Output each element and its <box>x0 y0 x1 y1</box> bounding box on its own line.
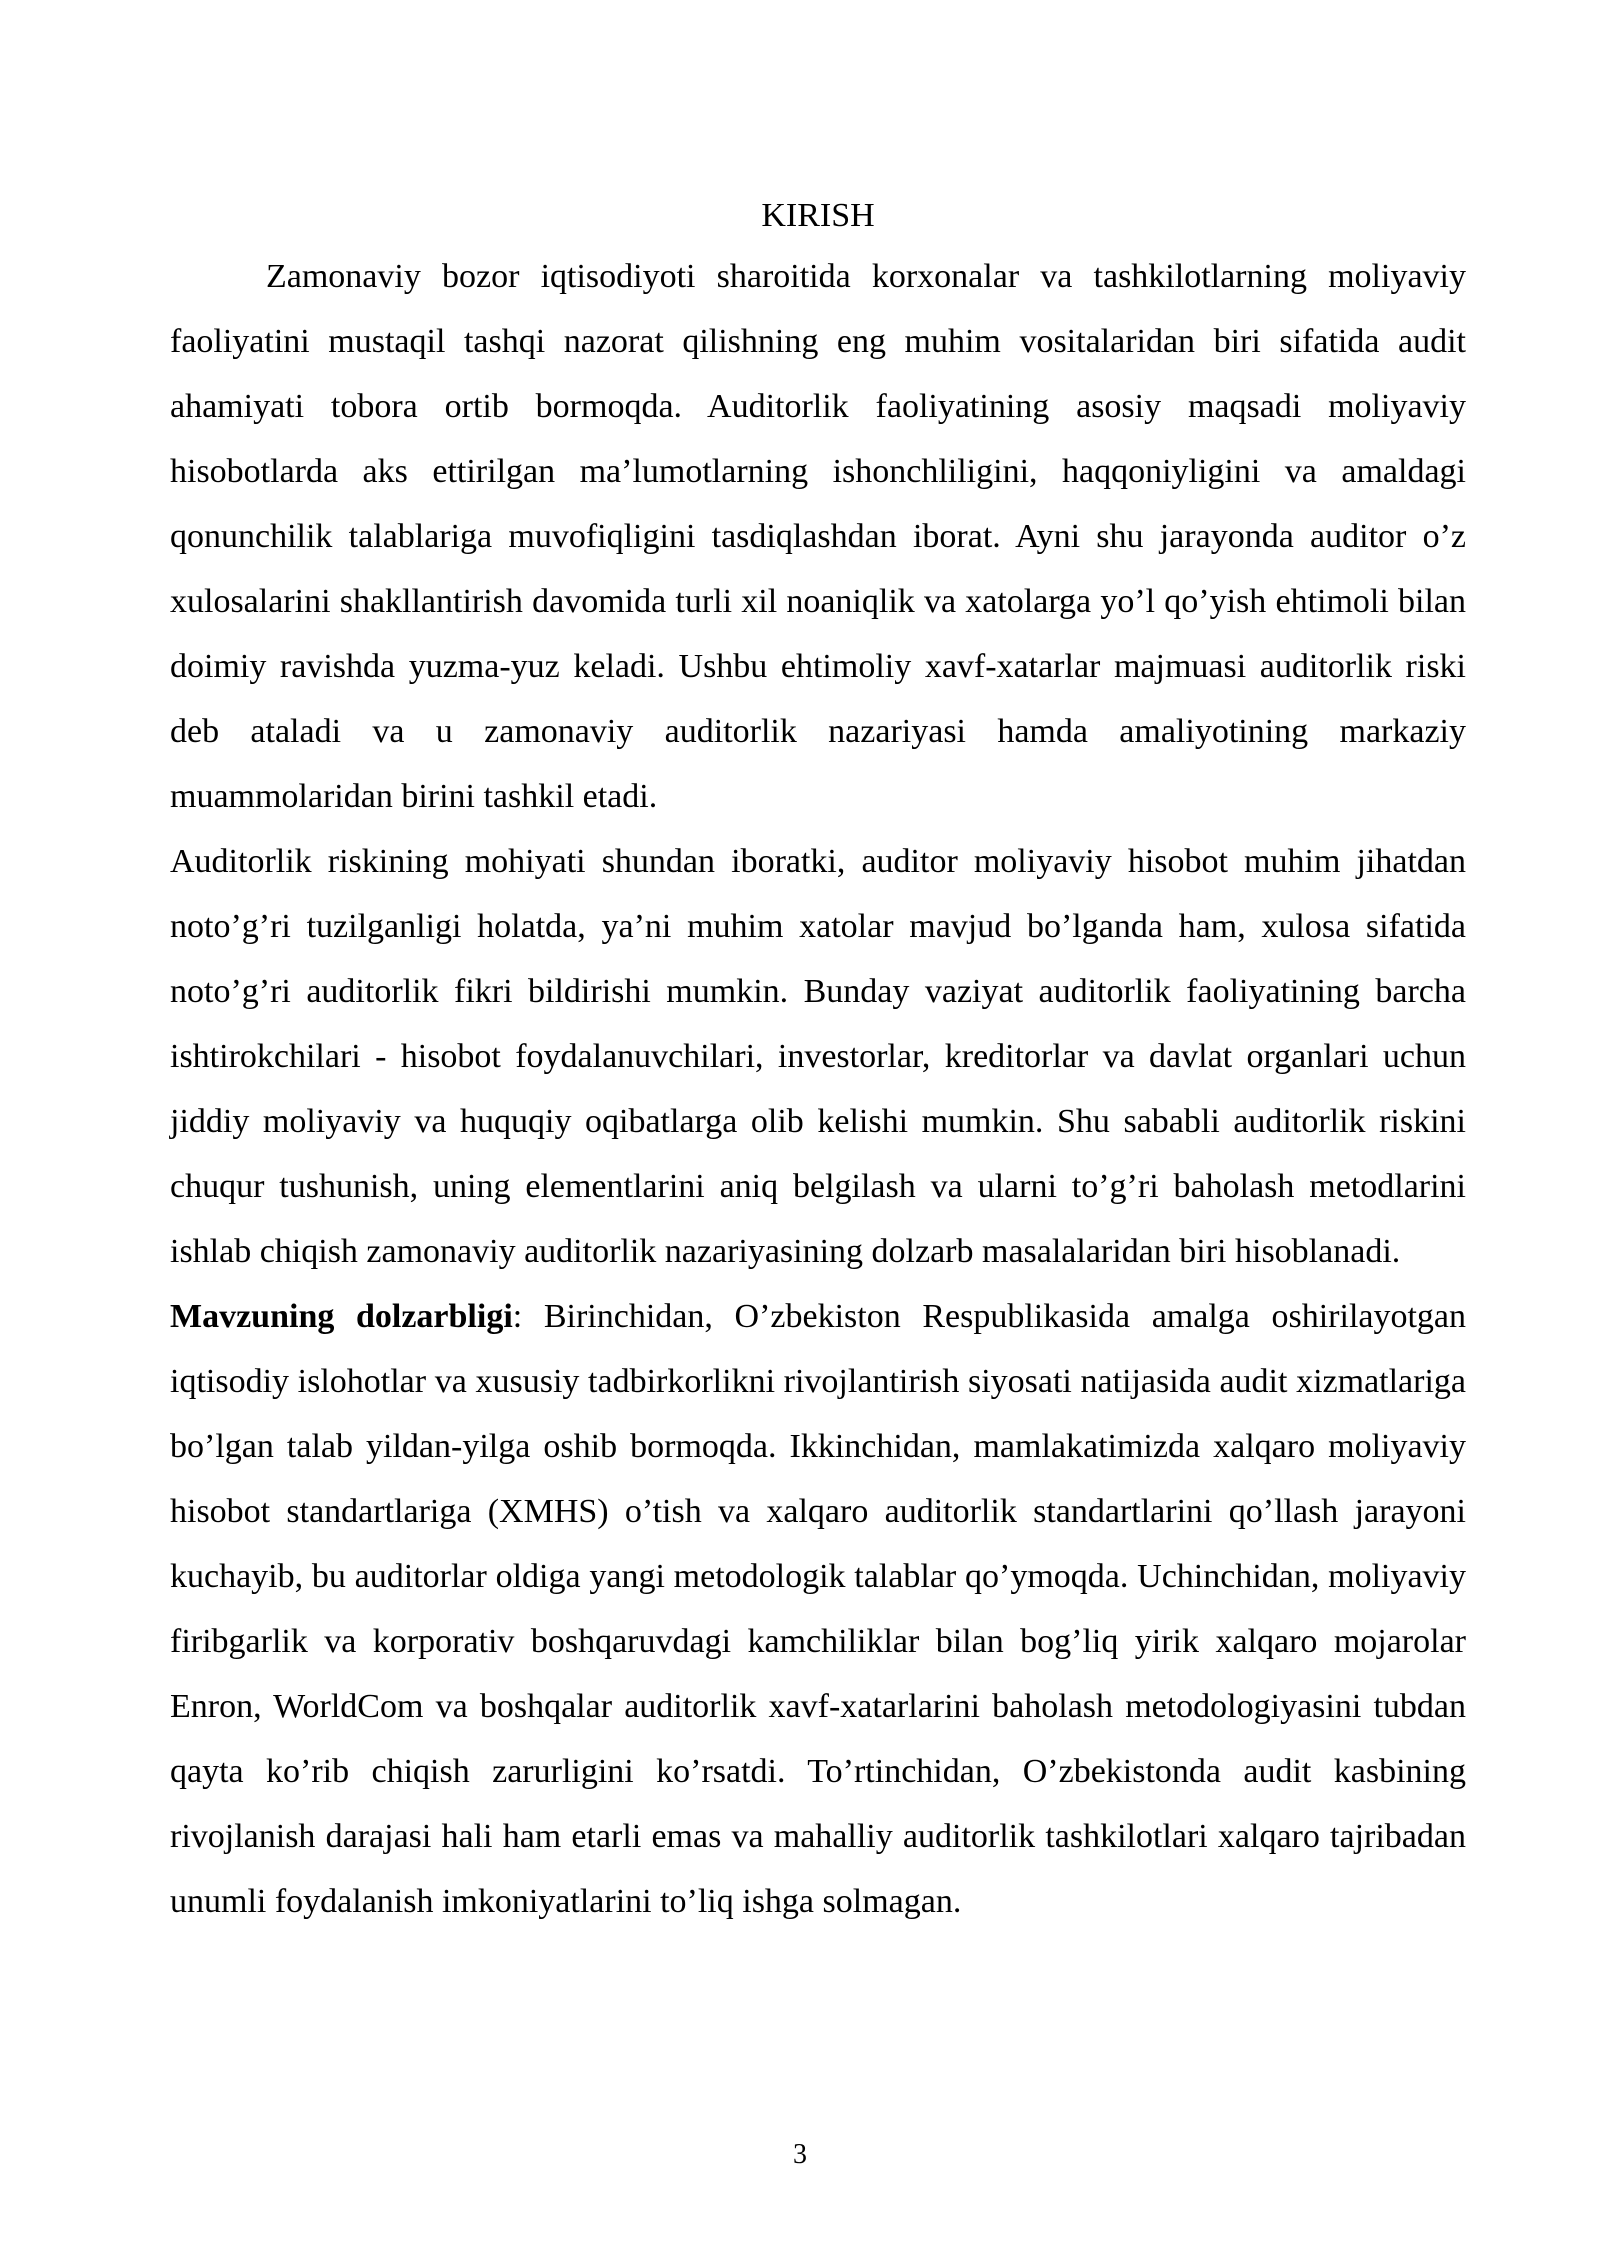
page-number: 3 <box>793 2139 807 2170</box>
intro-paragraph: Zamonaviy bozor iqtisodiyoti sharoitida korxonalar va tashkilotlarning moliyaviy faoliyatini mustaqil tashqi nazorat qilishning eng muhim vositalaridan biri sifatida audit ahamiyati tobora ortib bormoqda. Auditorlik faoliyatining asosiy maqsadi moliyaviy hisobotlarda aks ettirilgan ma’lumotlarning ishonchliligini, haqqoniyligini va amaldagi qonunchilik talablariga muvofiqligini tasdiqlashdan iborat. Ayni shu jarayonda auditor o’z xulosalarini shakllantirish davomida turli xil noaniqlik va xatolarga yo’l qo’yish ehtimoli bilan doimiy ravishda yuzma-yuz keladi. Ushbu ehtimoliy xavf-xatarlar majmuasi auditorlik riski deb ataladi va u zamonaviy auditorlik nazariyasi hamda amaliyotining markaziy muammolaridan birini tashkil etadi. <box>170 258 1466 815</box>
section-heading: KIRISH <box>761 197 875 234</box>
relevance-text: Birinchidan, O’zbekiston Respublikasida amalga oshirilayotgan iqtisodiy islohotlar va xususiy tadbirkorlikni rivojlantirish siyosati natijasida audit xizmatlariga bo’lgan talab yildan-yilga oshib bormoqda. Ikkinchidan, mamlakatimizda xalqaro moliyaviy hisobot standartlariga (XMHS) o’tish va xalqaro auditorlik standartlarini qo’llash jarayoni kuchayib, bu auditorlar oldiga yangi metodologik talablar qo’ymoqda. Uchinchidan, moliyaviy firibgarlik va korporativ boshqaruvdagi kamchiliklar bilan bog’liq yirik xalqaro mojarolar Enron, WorldCom va boshqalar auditorlik xavf-xatarlarini baholash metodologiyasini tubdan qayta ko’rib chiqish zarurligini ko’rsatdi. To’rtinchidan, O’zbekistonda audit kasbining rivojlanish darajasi hali ham etarli emas va mahalliy auditorlik tashkilotlari xalqaro tajribadan unumli foydalanish imkoniyatlarini to’liq ishga solmagan. <box>170 1298 1467 1920</box>
page-body <box>170 188 1466 1934</box>
relevance-colon: : <box>512 1298 523 1335</box>
relevance-paragraph <box>170 1284 1466 1934</box>
audit-risk-paragraph: Auditorlik riskining mohiyati shundan iboratki, auditor moliyaviy hisobot muhim jihatdan noto’g’ri tuzilganligi holatda, ya’ni muhim xatolar mavjud bo’lganda ham, xulosa sifatida noto’g’ri auditorlik fikri bildirishi mumkin. Bunday vaziyat auditorlik faoliyatining barcha ishtirokchilari - hisobot foydalanuvchilari, investorlar, kreditorlar va davlat organlari uchun jiddiy moliyaviy va huquqiy oqibatlarga olib kelishi mumkin. Shu sababli auditorlik riskini chuqur tushunish, uning elementlarini aniq belgilash va ularni to’g’ri baholash metodlarini ishlab chiqish zamonaviy auditorlik nazariyasining dolzarb masalalaridan biri hisoblanadi. <box>170 843 1466 1270</box>
relevance-label: Mavzuning dolzarbligi <box>170 1298 513 1335</box>
